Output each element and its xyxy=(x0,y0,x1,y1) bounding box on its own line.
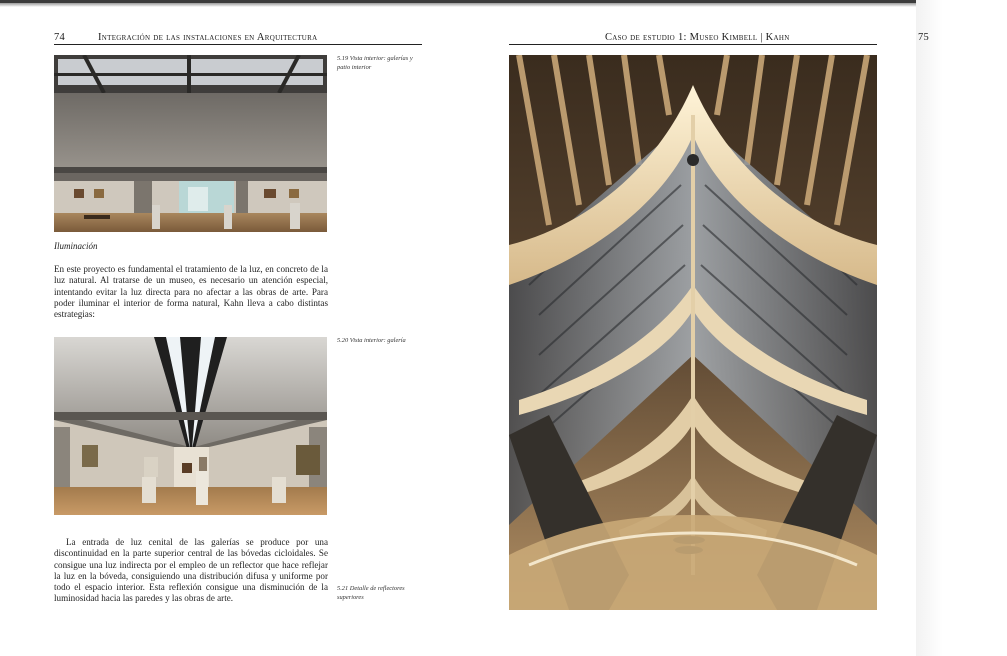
section-subheading: Iluminación xyxy=(54,241,98,251)
right-header-rule xyxy=(509,44,877,45)
paragraph-light-intro: En este proyecto es fundamental el tratamiento de la luz, en concreto de la luz natural. Al tratarse de un museo, es necesario un atención especial, intentando evitar la luz directa para no afectar a las obras de arte. Para poder iluminar el interior de forma natural, Kahn lleva a cabo distintas estrategias: xyxy=(54,264,328,320)
left-header-rule xyxy=(54,44,422,45)
figure-5-20-photo xyxy=(54,337,327,515)
right-running-title: Caso de estudio 1: Museo Kimbell | Kahn xyxy=(605,32,790,43)
figure-5-21-photo xyxy=(509,55,877,610)
figure-5-19-photo xyxy=(54,55,327,232)
figure-5-19-caption: 5.19 Vista interior: galerías y patio interior xyxy=(337,55,413,71)
left-page-number: 74 xyxy=(54,32,66,43)
figure-5-21-caption: 5.21 Detalle de reflectores superiores xyxy=(337,585,405,601)
figure-5-20-caption: 5.20 Vista interior: galería xyxy=(337,337,406,344)
right-page xyxy=(458,0,930,656)
viewer-background xyxy=(916,0,1007,656)
left-running-title: Integración de las instalaciones en Arquitectura xyxy=(98,32,318,43)
left-page xyxy=(0,0,458,656)
paragraph-cenital-light: La entrada de luz cenital de las galerías se produce por una discontinuidad en la parte superior central de las bóvedas cicloidales. Se consigue una luz indirecta por el empleo de un reflector que hace reflejar la luz en la bóveda, consiguiendo una distribución difusa y uniforme por todo el espacio interior. Esta reflexión consigue una disminución de la luminosidad hacia las paredes y las obras de arte. xyxy=(54,537,328,604)
right-page-number: 75 xyxy=(918,32,930,43)
